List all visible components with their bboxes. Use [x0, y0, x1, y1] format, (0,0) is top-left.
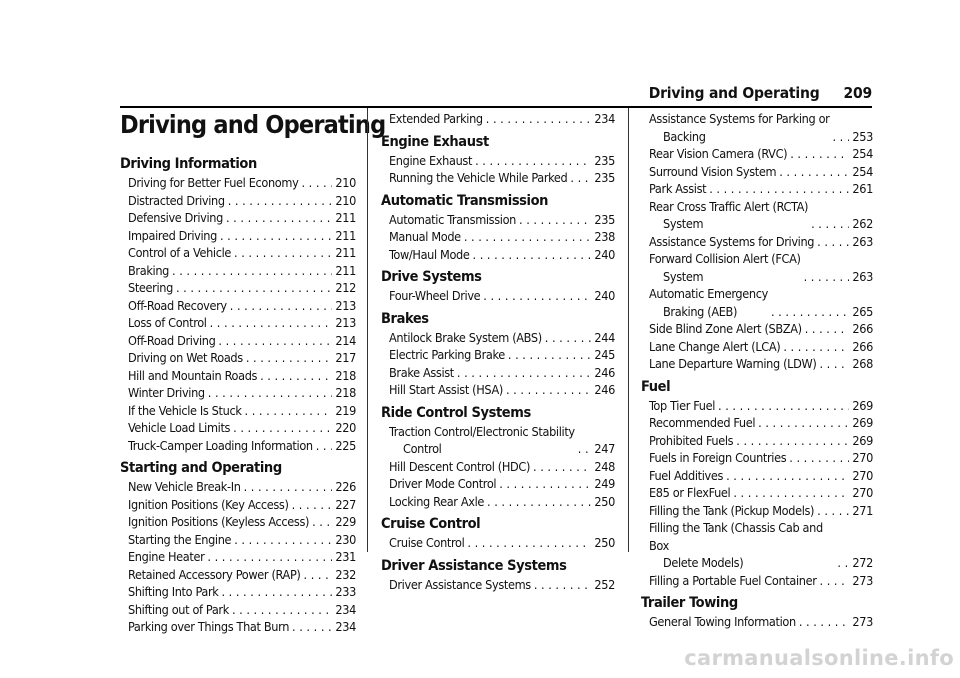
toc-page-number: 268 [852, 356, 873, 371]
toc-entry-title: Loss of Control [128, 315, 207, 330]
toc-entry-title: Automatic Emergency [649, 286, 768, 301]
toc-entry-title: Engine Exhaust [389, 152, 473, 168]
toc-page-number: 210 [335, 175, 356, 190]
dot-leader [245, 402, 333, 420]
toc-entry-title-continued: Delete Models) [663, 555, 744, 570]
toc-entry-title: Running the Vehicle While Parked [389, 170, 568, 185]
dot-leader [172, 262, 332, 280]
dot-leader [230, 297, 333, 315]
toc-page-number: 226 [335, 479, 356, 494]
toc-entry-title: Off-Road Driving [128, 332, 216, 348]
toc-entry-title: Cruise Control [389, 535, 465, 550]
toc-entry-title: Fuel Additives [649, 467, 724, 483]
toc-entry[interactable] [120, 402, 356, 420]
toc-page-number: 220 [335, 420, 356, 435]
toc-entry-title: Prohibited Fuels [649, 432, 734, 448]
toc-page-number: 247 [594, 441, 615, 456]
toc-entry[interactable] [641, 320, 873, 338]
toc-page-number: 273 [852, 614, 873, 629]
toc-entry-title: Side Blind Zone Alert (SBZA) [649, 321, 802, 336]
toc-entry-title: Distracted Driving [128, 192, 225, 208]
toc-entry-title: New Vehicle Break-In [128, 479, 241, 494]
toc-page-number: 263 [852, 233, 873, 249]
toc-entry-title: Truck-Camper Loading Information [128, 437, 313, 453]
toc-entry-title: Filling a Portable Fuel Container [649, 572, 817, 588]
toc-page-number: 212 [335, 280, 356, 295]
toc-page-number: 246 [594, 364, 615, 380]
dot-leader [467, 534, 591, 552]
toc-entry-title: Shifting Into Park [128, 584, 219, 599]
toc-page-number: 218 [335, 367, 356, 383]
chapter-title: Driving and Operating [120, 110, 386, 139]
toc-page-number: 253 [852, 128, 873, 144]
toc-page-number: 235 [594, 170, 615, 185]
toc-page-number: 211 [335, 210, 356, 225]
toc-entry-title: Rear Cross Traffic Alert (RCTA) [649, 198, 809, 214]
toc-entry-title: Locking Rear Axle [389, 493, 485, 509]
dot-leader [817, 233, 849, 251]
toc-entry[interactable] [641, 432, 873, 450]
toc-entry[interactable] [641, 449, 873, 467]
toc-entry-title: Four-Wheel Drive [389, 288, 481, 303]
dot-leader [292, 496, 333, 514]
dot-leader [234, 244, 332, 262]
toc-page-number: 266 [852, 321, 873, 336]
toc-page-number: 244 [594, 329, 615, 345]
toc-entry[interactable] [120, 583, 356, 601]
toc-page-number: 273 [852, 572, 873, 588]
toc-entry-title: Steering [128, 280, 173, 295]
toc-entry-title: Extended Parking [389, 111, 483, 126]
toc-entry[interactable] [120, 332, 356, 350]
dot-leader [758, 414, 849, 432]
toc-entry-title: Impaired Driving [128, 227, 217, 243]
toc-entry[interactable] [381, 228, 615, 246]
toc-entry[interactable] [120, 314, 356, 332]
toc-entry[interactable] [381, 458, 615, 476]
toc-page-number: 217 [335, 350, 356, 365]
toc-page-number: 229 [335, 514, 356, 529]
toc-entry-title: Driver Assistance Systems [389, 576, 531, 592]
section-heading: Automatic Transmission [381, 192, 549, 209]
toc-entry-title: Winter Driving [128, 385, 205, 400]
toc-page-number: 272 [852, 555, 873, 570]
toc-entry[interactable] [120, 601, 356, 619]
dot-leader [244, 478, 333, 496]
toc-entry-title: Lane Departure Warning (LDW) [649, 356, 817, 371]
toc-page-number: 250 [594, 493, 615, 509]
toc-page-number: 265 [852, 303, 873, 319]
dot-leader [837, 554, 849, 572]
toc-entry[interactable] [641, 613, 873, 631]
dot-leader [483, 287, 591, 305]
toc-entry-title: Hill and Mountain Roads [128, 367, 258, 383]
dot-leader [799, 613, 850, 631]
toc-entry[interactable] [120, 496, 356, 514]
dot-leader [508, 346, 592, 364]
toc-entry-title: Antilock Brake System (ABS) [389, 329, 542, 345]
toc-entry[interactable] [641, 519, 873, 572]
toc-entry[interactable] [381, 493, 615, 511]
toc-entry-title: Rear Vision Camera (RVC) [649, 146, 788, 161]
dot-leader [220, 227, 332, 245]
toc-page-number: 269 [852, 432, 873, 448]
dot-leader [811, 215, 849, 233]
dot-leader [246, 349, 333, 367]
toc-entry-title: Park Assist [649, 181, 707, 196]
toc-page-number: 254 [852, 146, 873, 161]
section-heading: Starting and Operating [120, 460, 282, 476]
dot-leader [519, 211, 591, 229]
toc-entry[interactable] [381, 423, 615, 458]
toc-page-number: 269 [852, 415, 873, 430]
toc-page-number: 211 [335, 245, 356, 260]
toc-entry[interactable] [120, 618, 356, 636]
dot-leader [207, 548, 332, 566]
section-heading: Driver Assistance Systems [381, 557, 567, 574]
dot-leader [301, 174, 332, 192]
dot-leader [718, 397, 849, 415]
dot-leader [233, 419, 332, 437]
dot-leader [487, 493, 591, 511]
toc-entry-title: Ignition Positions (Keyless Access) [128, 514, 310, 529]
toc-entry-title: Recommended Fuel [649, 415, 756, 430]
toc-entry[interactable] [641, 163, 873, 181]
toc-entry[interactable] [641, 355, 873, 373]
toc-page-number: 262 [852, 216, 873, 231]
toc-entry[interactable] [120, 244, 356, 262]
column-divider [628, 108, 629, 552]
running-header [649, 84, 872, 102]
dot-leader [506, 381, 591, 399]
dot-leader [832, 128, 849, 146]
dot-leader [534, 576, 592, 594]
toc-page-number: 261 [852, 181, 873, 196]
toc-entry[interactable] [120, 174, 356, 192]
toc-page-number: 230 [335, 531, 356, 547]
toc-entry[interactable] [641, 110, 873, 145]
toc-page-number: 254 [852, 163, 873, 179]
header-rule [120, 106, 872, 108]
toc-entry[interactable] [120, 192, 356, 210]
toc-entry-title: Defensive Driving [128, 210, 223, 225]
section-heading: Ride Control Systems [381, 404, 531, 421]
toc-entry[interactable] [381, 475, 615, 493]
toc-entry-title: Driving on Wet Roads [128, 350, 243, 365]
toc-entry[interactable] [381, 110, 615, 128]
toc-entry[interactable] [641, 502, 873, 520]
toc-entry[interactable] [120, 531, 356, 549]
toc-entry-title: Parking over Things That Burn [128, 619, 290, 634]
toc-page-number: 210 [335, 192, 356, 208]
toc-page-number: 270 [852, 450, 873, 465]
dot-leader [228, 192, 333, 210]
toc-entry[interactable] [381, 246, 615, 264]
toc-page-number: 250 [594, 535, 615, 550]
toc-entry[interactable] [381, 576, 615, 594]
toc-page-number: 248 [594, 458, 615, 474]
toc-entry[interactable] [641, 484, 873, 502]
toc-entry-title: Vehicle Load Limits [128, 420, 231, 435]
toc-entry-title: Control of a Vehicle [128, 245, 231, 260]
toc-page-number: 245 [594, 347, 615, 362]
toc-entry[interactable] [120, 478, 356, 496]
toc-entry-title: Lane Change Alert (LCA) [649, 338, 781, 354]
watermark: carmanualsonline.info [684, 646, 954, 670]
dot-leader [457, 364, 592, 382]
toc-entry[interactable] [120, 367, 356, 385]
toc-entry-title: If the Vehicle Is Stuck [128, 402, 242, 418]
dot-leader [232, 601, 332, 619]
toc-entry[interactable] [381, 364, 615, 382]
toc-entry-title: Electric Parking Brake [389, 347, 505, 362]
toc-entry[interactable] [641, 397, 873, 415]
toc-page-number: 266 [852, 338, 873, 354]
toc-entry-title: E85 or FlexFuel [649, 485, 731, 500]
dot-leader [475, 152, 591, 170]
toc-page-number: 231 [335, 549, 356, 564]
toc-entry-title: Off-Road Recovery [128, 297, 227, 313]
toc-entry-title: Forward Collision Alert (FCA) [649, 251, 801, 266]
toc-entry[interactable] [120, 566, 356, 584]
toc-entry[interactable] [641, 414, 873, 432]
toc-page-number: 238 [594, 229, 615, 244]
toc-entry[interactable] [120, 227, 356, 245]
toc-entry-title-continued: System [663, 268, 704, 284]
section-heading: Brakes [381, 310, 429, 327]
toc-entry[interactable] [120, 349, 356, 367]
toc-page-number: 218 [335, 385, 356, 400]
dot-leader [176, 279, 332, 297]
dot-leader [804, 268, 850, 286]
toc-column-3 [641, 110, 873, 631]
toc-page-number: 213 [335, 315, 356, 330]
dot-leader [709, 180, 849, 198]
dot-leader [805, 320, 850, 338]
dot-leader [726, 467, 849, 485]
toc-page-number: 211 [335, 227, 356, 243]
toc-column-2 [381, 110, 615, 593]
toc-entry[interactable] [120, 209, 356, 227]
toc-entry-title: Traction Control/Electronic Stability [389, 423, 575, 439]
dot-leader [208, 384, 333, 402]
toc-page-number: 263 [852, 268, 873, 284]
section-heading: Drive Systems [381, 269, 482, 285]
dot-leader [304, 566, 333, 584]
toc-entry-title: Hill Start Assist (HSA) [389, 382, 503, 397]
section-heading: Driving Information [120, 156, 257, 172]
dot-leader [578, 440, 592, 458]
dot-leader [226, 209, 332, 227]
toc-entry-title: Braking [128, 262, 170, 278]
toc-entry-title: Driving for Better Fuel Economy [128, 175, 299, 190]
toc-entry-title: Driver Mode Control [389, 476, 497, 491]
toc-entry-title: Ignition Positions (Key Access) [128, 496, 289, 512]
toc-page-number: 233 [335, 584, 356, 599]
dot-leader [820, 572, 850, 590]
toc-page-number: 249 [594, 476, 615, 491]
toc-entry-title-continued: Backing [663, 128, 706, 144]
dot-leader [736, 432, 849, 450]
toc-page-number: 269 [852, 397, 873, 413]
toc-entry[interactable] [381, 211, 615, 229]
toc-entry[interactable] [120, 437, 356, 455]
column-divider [367, 108, 368, 552]
toc-entry[interactable] [381, 381, 615, 399]
toc-page-number: 240 [594, 246, 615, 262]
toc-entry[interactable] [641, 285, 873, 320]
section-heading: Trailer Towing [641, 595, 738, 611]
toc-page-number: 252 [594, 576, 615, 592]
toc-page-number: 225 [335, 437, 356, 453]
running-header-title: Driving and Operating [648, 84, 820, 102]
section-heading: Engine Exhaust [381, 133, 489, 150]
dot-leader [533, 458, 591, 476]
dot-leader [545, 329, 592, 347]
toc-entry-title: Shifting out of Park [128, 601, 229, 617]
toc-entry[interactable] [120, 279, 356, 297]
toc-entry-title: Surround Vision System [649, 163, 777, 179]
toc-entry[interactable] [641, 233, 873, 251]
toc-entry-title: Filling the Tank (Pickup Models) [649, 502, 815, 518]
toc-entry[interactable] [641, 145, 873, 163]
section-heading: Fuel [641, 378, 671, 395]
dot-leader [783, 338, 849, 356]
dot-leader [218, 332, 332, 350]
toc-entry[interactable] [641, 250, 873, 285]
dot-leader [779, 163, 849, 181]
dot-leader [221, 583, 332, 601]
dot-leader [473, 246, 592, 264]
dot-leader [499, 475, 591, 493]
dot-leader [210, 314, 333, 332]
toc-entry[interactable] [381, 534, 615, 552]
dot-leader [486, 110, 592, 128]
dot-leader [292, 618, 332, 636]
toc-entry[interactable] [120, 513, 356, 531]
toc-page-number: 219 [335, 402, 356, 418]
toc-entry-title: Retained Accessory Power (RAP) [128, 566, 301, 582]
toc-page-number: 235 [594, 211, 615, 227]
toc-entry-title: Engine Heater [128, 549, 205, 564]
toc-entry[interactable] [641, 198, 873, 233]
toc-entry-title: Automatic Transmission [389, 211, 516, 227]
dot-leader [819, 355, 849, 373]
toc-page-number: 227 [335, 496, 356, 512]
dot-leader [771, 303, 849, 321]
toc-page-number: 240 [594, 288, 615, 303]
dot-leader [789, 449, 849, 467]
toc-entry-title: Fuels in Foreign Countries [649, 450, 787, 465]
toc-entry[interactable] [381, 346, 615, 364]
toc-entry-title-continued: Braking (AEB) [663, 303, 738, 319]
toc-entry[interactable] [641, 338, 873, 356]
toc-entry[interactable] [381, 329, 615, 347]
toc-page-number: 232 [335, 566, 356, 582]
dot-leader [234, 531, 332, 549]
toc-entry-title: Assistance Systems for Parking or [649, 111, 830, 126]
toc-page-number: 211 [335, 262, 356, 278]
toc-entry-title: Filling the Tank (Chassis Cab and Box [649, 520, 827, 553]
toc-entry-title: Hill Descent Control (HDC) [389, 458, 531, 474]
toc-entry[interactable] [120, 297, 356, 315]
toc-page-number: 271 [852, 502, 873, 518]
toc-page-number: 234 [594, 111, 615, 126]
dot-leader [733, 484, 849, 502]
toc-entry[interactable] [381, 287, 615, 305]
toc-entry-title: Top Tier Fuel [649, 397, 715, 413]
dot-leader [316, 437, 333, 455]
toc-page-number: 246 [594, 382, 615, 397]
toc-entry[interactable] [120, 384, 356, 402]
toc-entry-title: Brake Assist [389, 364, 454, 380]
toc-page-number: 234 [335, 601, 356, 617]
toc-entry[interactable] [120, 548, 356, 566]
toc-entry-title: Tow/Haul Mode [389, 246, 470, 262]
dot-leader [312, 513, 332, 531]
toc-page-number: 235 [594, 152, 615, 168]
toc-page-number: 214 [335, 332, 356, 348]
toc-entry[interactable] [641, 572, 873, 590]
dot-leader [260, 367, 332, 385]
toc-page-number: 270 [852, 485, 873, 500]
toc-entry-title: Manual Mode [389, 229, 461, 244]
page-number: 209 [843, 84, 872, 102]
toc-entry-title-continued: System [663, 216, 704, 231]
dot-leader [817, 502, 849, 520]
toc-entry-title: Starting the Engine [128, 531, 232, 547]
toc-entry-title-continued: Control [403, 441, 442, 456]
toc-entry-title: Assistance Systems for Driving [649, 233, 815, 249]
section-heading: Cruise Control [381, 516, 481, 532]
toc-page-number: 213 [335, 297, 356, 313]
toc-entry[interactable] [120, 419, 356, 437]
toc-entry[interactable] [120, 262, 356, 280]
dot-leader [570, 169, 591, 187]
toc-entry[interactable] [641, 180, 873, 198]
toc-entry[interactable] [381, 169, 615, 187]
toc-column-1 [120, 150, 356, 636]
toc-entry[interactable] [641, 467, 873, 485]
dot-leader [464, 228, 592, 246]
toc-entry-title: General Towing Information [649, 614, 796, 629]
toc-page-number: 234 [335, 619, 356, 634]
dot-leader [790, 145, 849, 163]
toc-entry[interactable] [381, 152, 615, 170]
toc-page-number: 270 [852, 467, 873, 483]
